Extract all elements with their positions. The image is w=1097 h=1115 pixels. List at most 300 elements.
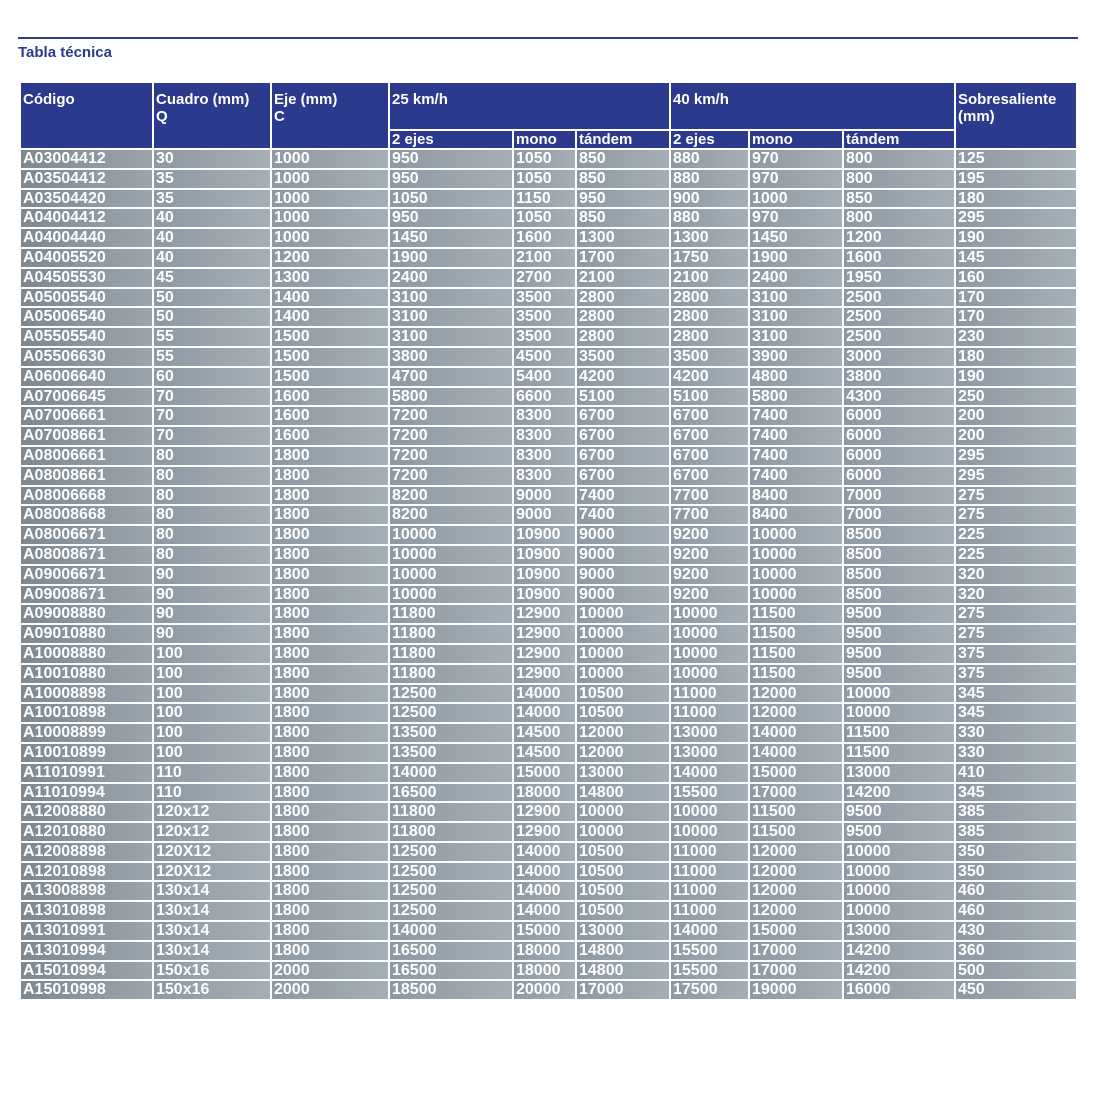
cell-axle: 1800 bbox=[271, 486, 389, 506]
cell-code: A04005520 bbox=[20, 248, 153, 268]
cell-25-tandem: 9000 bbox=[576, 545, 670, 565]
cell-code: A12010880 bbox=[20, 822, 153, 842]
cell-40-tandem: 10000 bbox=[843, 862, 955, 882]
cell-25-mono: 18000 bbox=[513, 783, 576, 803]
cell-40-mono: 17000 bbox=[749, 961, 843, 981]
cell-25-two-axles: 3800 bbox=[389, 347, 513, 367]
cell-square: 100 bbox=[153, 644, 271, 664]
cell-code: A11010994 bbox=[20, 783, 153, 803]
cell-25-tandem: 14800 bbox=[576, 941, 670, 961]
cell-40-two-axles: 9200 bbox=[670, 525, 749, 545]
header-square: Cuadro (mm) Q bbox=[153, 82, 271, 149]
cell-25-tandem: 10500 bbox=[576, 901, 670, 921]
cell-40-tandem: 14200 bbox=[843, 961, 955, 981]
cell-25-two-axles: 11800 bbox=[389, 822, 513, 842]
cell-overhang: 345 bbox=[955, 703, 1077, 723]
cell-40-tandem: 3000 bbox=[843, 347, 955, 367]
table-row bbox=[20, 921, 1077, 941]
cell-40-two-axles: 11000 bbox=[670, 842, 749, 862]
cell-25-tandem: 14800 bbox=[576, 961, 670, 981]
cell-40-mono: 15000 bbox=[749, 763, 843, 783]
table-row bbox=[20, 684, 1077, 704]
cell-25-mono: 5400 bbox=[513, 367, 576, 387]
cell-axle: 1500 bbox=[271, 347, 389, 367]
cell-25-two-axles: 12500 bbox=[389, 842, 513, 862]
cell-40-mono: 12000 bbox=[749, 901, 843, 921]
cell-overhang: 200 bbox=[955, 426, 1077, 446]
cell-code: A08006668 bbox=[20, 486, 153, 506]
cell-25-two-axles: 13500 bbox=[389, 723, 513, 743]
cell-40-tandem: 800 bbox=[843, 208, 955, 228]
cell-square: 60 bbox=[153, 367, 271, 387]
table-row bbox=[20, 783, 1077, 803]
cell-axle: 1800 bbox=[271, 604, 389, 624]
cell-25-tandem: 10000 bbox=[576, 624, 670, 644]
cell-25-tandem: 6700 bbox=[576, 426, 670, 446]
cell-40-two-axles: 900 bbox=[670, 189, 749, 209]
cell-overhang: 410 bbox=[955, 763, 1077, 783]
cell-overhang: 180 bbox=[955, 347, 1077, 367]
cell-25-two-axles: 10000 bbox=[389, 525, 513, 545]
cell-40-two-axles: 10000 bbox=[670, 644, 749, 664]
cell-40-two-axles: 10000 bbox=[670, 664, 749, 684]
cell-overhang: 295 bbox=[955, 446, 1077, 466]
cell-overhang: 295 bbox=[955, 208, 1077, 228]
cell-axle: 1000 bbox=[271, 189, 389, 209]
cell-25-mono: 14000 bbox=[513, 881, 576, 901]
table-row bbox=[20, 664, 1077, 684]
header-axle: Eje (mm) C bbox=[271, 82, 389, 149]
table-row bbox=[20, 387, 1077, 407]
cell-40-tandem: 16000 bbox=[843, 980, 955, 1000]
cell-40-mono: 19000 bbox=[749, 980, 843, 1000]
cell-25-mono: 12900 bbox=[513, 664, 576, 684]
cell-25-mono: 10900 bbox=[513, 565, 576, 585]
cell-overhang: 230 bbox=[955, 327, 1077, 347]
cell-overhang: 460 bbox=[955, 901, 1077, 921]
cell-25-two-axles: 3100 bbox=[389, 288, 513, 308]
cell-40-mono: 3900 bbox=[749, 347, 843, 367]
cell-25-mono: 14000 bbox=[513, 862, 576, 882]
cell-code: A06006640 bbox=[20, 367, 153, 387]
cell-25-mono: 14500 bbox=[513, 723, 576, 743]
table-row bbox=[20, 486, 1077, 506]
cell-25-two-axles: 950 bbox=[389, 208, 513, 228]
cell-overhang: 160 bbox=[955, 268, 1077, 288]
cell-40-tandem: 13000 bbox=[843, 763, 955, 783]
cell-overhang: 275 bbox=[955, 624, 1077, 644]
cell-code: A10008898 bbox=[20, 684, 153, 704]
cell-25-two-axles: 950 bbox=[389, 169, 513, 189]
cell-25-tandem: 12000 bbox=[576, 723, 670, 743]
cell-25-mono: 12900 bbox=[513, 822, 576, 842]
cell-25-two-axles: 1450 bbox=[389, 228, 513, 248]
table-row bbox=[20, 743, 1077, 763]
cell-code: A09006671 bbox=[20, 565, 153, 585]
cell-axle: 1300 bbox=[271, 268, 389, 288]
cell-axle: 2000 bbox=[271, 961, 389, 981]
cell-overhang: 330 bbox=[955, 743, 1077, 763]
cell-25-tandem: 7400 bbox=[576, 486, 670, 506]
cell-40-mono: 17000 bbox=[749, 941, 843, 961]
cell-square: 70 bbox=[153, 387, 271, 407]
cell-square: 100 bbox=[153, 703, 271, 723]
cell-25-two-axles: 10000 bbox=[389, 585, 513, 605]
cell-40-two-axles: 15500 bbox=[670, 961, 749, 981]
table-row bbox=[20, 980, 1077, 1000]
cell-square: 80 bbox=[153, 486, 271, 506]
cell-code: A04505530 bbox=[20, 268, 153, 288]
cell-square: 120X12 bbox=[153, 862, 271, 882]
cell-25-mono: 12900 bbox=[513, 604, 576, 624]
cell-axle: 1800 bbox=[271, 446, 389, 466]
table-row bbox=[20, 644, 1077, 664]
cell-25-tandem: 13000 bbox=[576, 763, 670, 783]
cell-axle: 1600 bbox=[271, 426, 389, 446]
cell-25-mono: 8300 bbox=[513, 406, 576, 426]
cell-40-tandem: 10000 bbox=[843, 842, 955, 862]
cell-40-mono: 5800 bbox=[749, 387, 843, 407]
cell-25-mono: 14500 bbox=[513, 743, 576, 763]
cell-25-mono: 14000 bbox=[513, 703, 576, 723]
table-row bbox=[20, 842, 1077, 862]
cell-square: 40 bbox=[153, 228, 271, 248]
cell-40-tandem: 8500 bbox=[843, 525, 955, 545]
header-25-mono: mono bbox=[513, 130, 576, 149]
cell-40-mono: 17000 bbox=[749, 783, 843, 803]
cell-25-mono: 3500 bbox=[513, 307, 576, 327]
cell-25-tandem: 10500 bbox=[576, 703, 670, 723]
cell-25-tandem: 4200 bbox=[576, 367, 670, 387]
cell-40-two-axles: 2800 bbox=[670, 307, 749, 327]
table-row bbox=[20, 406, 1077, 426]
cell-25-tandem: 1700 bbox=[576, 248, 670, 268]
cell-25-mono: 15000 bbox=[513, 763, 576, 783]
cell-25-tandem: 2800 bbox=[576, 288, 670, 308]
table-row bbox=[20, 248, 1077, 268]
table-row bbox=[20, 189, 1077, 209]
cell-square: 130x14 bbox=[153, 941, 271, 961]
cell-code: A09010880 bbox=[20, 624, 153, 644]
cell-square: 55 bbox=[153, 347, 271, 367]
cell-overhang: 170 bbox=[955, 288, 1077, 308]
cell-axle: 1600 bbox=[271, 387, 389, 407]
cell-overhang: 275 bbox=[955, 505, 1077, 525]
cell-code: A07008661 bbox=[20, 426, 153, 446]
cell-40-mono: 15000 bbox=[749, 921, 843, 941]
cell-code: A13010991 bbox=[20, 921, 153, 941]
cell-25-mono: 12900 bbox=[513, 802, 576, 822]
table-row bbox=[20, 802, 1077, 822]
cell-code: A09008671 bbox=[20, 585, 153, 605]
cell-overhang: 350 bbox=[955, 842, 1077, 862]
cell-40-mono: 11500 bbox=[749, 624, 843, 644]
cell-25-two-axles: 16500 bbox=[389, 783, 513, 803]
cell-axle: 1800 bbox=[271, 565, 389, 585]
cell-overhang: 295 bbox=[955, 466, 1077, 486]
cell-25-tandem: 17000 bbox=[576, 980, 670, 1000]
cell-25-two-axles: 14000 bbox=[389, 763, 513, 783]
cell-25-two-axles: 12500 bbox=[389, 703, 513, 723]
table-row bbox=[20, 901, 1077, 921]
cell-25-mono: 2700 bbox=[513, 268, 576, 288]
cell-square: 55 bbox=[153, 327, 271, 347]
cell-square: 35 bbox=[153, 169, 271, 189]
cell-25-two-axles: 14000 bbox=[389, 921, 513, 941]
cell-overhang: 170 bbox=[955, 307, 1077, 327]
cell-square: 40 bbox=[153, 208, 271, 228]
cell-axle: 1800 bbox=[271, 624, 389, 644]
cell-40-tandem: 8500 bbox=[843, 565, 955, 585]
cell-40-mono: 970 bbox=[749, 169, 843, 189]
cell-40-mono: 7400 bbox=[749, 446, 843, 466]
cell-40-tandem: 2500 bbox=[843, 307, 955, 327]
cell-axle: 1200 bbox=[271, 248, 389, 268]
table-row bbox=[20, 208, 1077, 228]
table-row bbox=[20, 426, 1077, 446]
table-row bbox=[20, 367, 1077, 387]
cell-square: 70 bbox=[153, 406, 271, 426]
cell-40-tandem: 11500 bbox=[843, 743, 955, 763]
cell-25-tandem: 7400 bbox=[576, 505, 670, 525]
cell-25-mono: 8300 bbox=[513, 466, 576, 486]
cell-40-two-axles: 9200 bbox=[670, 565, 749, 585]
cell-25-two-axles: 1050 bbox=[389, 189, 513, 209]
cell-axle: 1000 bbox=[271, 169, 389, 189]
table-row bbox=[20, 763, 1077, 783]
table-row bbox=[20, 466, 1077, 486]
cell-40-mono: 12000 bbox=[749, 862, 843, 882]
cell-40-two-axles: 11000 bbox=[670, 862, 749, 882]
cell-square: 45 bbox=[153, 268, 271, 288]
cell-25-mono: 1050 bbox=[513, 169, 576, 189]
table-row bbox=[20, 288, 1077, 308]
cell-25-tandem: 9000 bbox=[576, 565, 670, 585]
cell-square: 80 bbox=[153, 505, 271, 525]
cell-40-two-axles: 10000 bbox=[670, 604, 749, 624]
cell-40-tandem: 1600 bbox=[843, 248, 955, 268]
cell-code: A12008880 bbox=[20, 802, 153, 822]
cell-25-two-axles: 950 bbox=[389, 149, 513, 169]
cell-axle: 1500 bbox=[271, 367, 389, 387]
cell-axle: 1800 bbox=[271, 881, 389, 901]
cell-axle: 1800 bbox=[271, 525, 389, 545]
header-speed-40: 40 km/h bbox=[670, 82, 955, 130]
cell-25-mono: 8300 bbox=[513, 446, 576, 466]
cell-40-mono: 2400 bbox=[749, 268, 843, 288]
cell-25-two-axles: 18500 bbox=[389, 980, 513, 1000]
cell-25-mono: 12900 bbox=[513, 624, 576, 644]
cell-25-two-axles: 12500 bbox=[389, 862, 513, 882]
cell-40-two-axles: 4200 bbox=[670, 367, 749, 387]
cell-25-tandem: 14800 bbox=[576, 783, 670, 803]
cell-40-tandem: 9500 bbox=[843, 822, 955, 842]
cell-square: 100 bbox=[153, 723, 271, 743]
cell-25-two-axles: 10000 bbox=[389, 545, 513, 565]
spec-table bbox=[19, 81, 1078, 1001]
cell-40-tandem: 2500 bbox=[843, 327, 955, 347]
cell-40-tandem: 7000 bbox=[843, 486, 955, 506]
cell-25-mono: 3500 bbox=[513, 288, 576, 308]
cell-40-mono: 11500 bbox=[749, 802, 843, 822]
cell-overhang: 350 bbox=[955, 862, 1077, 882]
cell-25-tandem: 12000 bbox=[576, 743, 670, 763]
cell-axle: 1400 bbox=[271, 307, 389, 327]
cell-code: A10008899 bbox=[20, 723, 153, 743]
cell-overhang: 430 bbox=[955, 921, 1077, 941]
cell-code: A05005540 bbox=[20, 288, 153, 308]
cell-axle: 1800 bbox=[271, 901, 389, 921]
cell-25-tandem: 6700 bbox=[576, 466, 670, 486]
cell-40-mono: 10000 bbox=[749, 525, 843, 545]
cell-axle: 1800 bbox=[271, 842, 389, 862]
cell-overhang: 345 bbox=[955, 783, 1077, 803]
cell-40-tandem: 8500 bbox=[843, 585, 955, 605]
cell-40-mono: 10000 bbox=[749, 585, 843, 605]
cell-overhang: 250 bbox=[955, 387, 1077, 407]
cell-axle: 1800 bbox=[271, 585, 389, 605]
cell-overhang: 345 bbox=[955, 684, 1077, 704]
cell-40-tandem: 7000 bbox=[843, 505, 955, 525]
cell-25-two-axles: 7200 bbox=[389, 466, 513, 486]
cell-axle: 1000 bbox=[271, 149, 389, 169]
cell-overhang: 145 bbox=[955, 248, 1077, 268]
cell-overhang: 320 bbox=[955, 565, 1077, 585]
header-25-two-axles: 2 ejes bbox=[389, 130, 513, 149]
cell-axle: 1800 bbox=[271, 466, 389, 486]
cell-25-two-axles: 12500 bbox=[389, 901, 513, 921]
cell-25-two-axles: 11800 bbox=[389, 604, 513, 624]
cell-axle: 1000 bbox=[271, 228, 389, 248]
cell-40-two-axles: 880 bbox=[670, 208, 749, 228]
table-row bbox=[20, 585, 1077, 605]
cell-40-two-axles: 6700 bbox=[670, 426, 749, 446]
cell-40-tandem: 14200 bbox=[843, 941, 955, 961]
cell-25-two-axles: 11800 bbox=[389, 802, 513, 822]
cell-overhang: 200 bbox=[955, 406, 1077, 426]
cell-40-two-axles: 2800 bbox=[670, 327, 749, 347]
header-40-mono: mono bbox=[749, 130, 843, 149]
cell-axle: 1800 bbox=[271, 822, 389, 842]
cell-square: 90 bbox=[153, 604, 271, 624]
cell-40-two-axles: 15500 bbox=[670, 941, 749, 961]
cell-40-two-axles: 13000 bbox=[670, 723, 749, 743]
cell-square: 90 bbox=[153, 624, 271, 644]
cell-40-tandem: 6000 bbox=[843, 426, 955, 446]
cell-square: 30 bbox=[153, 149, 271, 169]
cell-axle: 1800 bbox=[271, 783, 389, 803]
cell-25-mono: 4500 bbox=[513, 347, 576, 367]
cell-axle: 1800 bbox=[271, 941, 389, 961]
cell-overhang: 330 bbox=[955, 723, 1077, 743]
cell-40-tandem: 11500 bbox=[843, 723, 955, 743]
cell-square: 110 bbox=[153, 763, 271, 783]
cell-overhang: 460 bbox=[955, 881, 1077, 901]
cell-code: A05506630 bbox=[20, 347, 153, 367]
cell-code: A09008880 bbox=[20, 604, 153, 624]
table-row bbox=[20, 307, 1077, 327]
cell-40-tandem: 9500 bbox=[843, 644, 955, 664]
cell-code: A07006661 bbox=[20, 406, 153, 426]
cell-code: A15010998 bbox=[20, 980, 153, 1000]
cell-40-mono: 14000 bbox=[749, 743, 843, 763]
cell-axle: 1800 bbox=[271, 703, 389, 723]
cell-overhang: 375 bbox=[955, 664, 1077, 684]
cell-40-mono: 3100 bbox=[749, 307, 843, 327]
cell-25-mono: 14000 bbox=[513, 901, 576, 921]
cell-code: A03504412 bbox=[20, 169, 153, 189]
cell-code: A10008880 bbox=[20, 644, 153, 664]
cell-overhang: 180 bbox=[955, 189, 1077, 209]
cell-25-mono: 14000 bbox=[513, 684, 576, 704]
cell-40-mono: 970 bbox=[749, 149, 843, 169]
cell-25-two-axles: 7200 bbox=[389, 446, 513, 466]
cell-square: 110 bbox=[153, 783, 271, 803]
cell-40-mono: 11500 bbox=[749, 664, 843, 684]
cell-overhang: 450 bbox=[955, 980, 1077, 1000]
cell-40-two-axles: 10000 bbox=[670, 802, 749, 822]
cell-25-mono: 10900 bbox=[513, 545, 576, 565]
cell-40-two-axles: 880 bbox=[670, 169, 749, 189]
cell-square: 150x16 bbox=[153, 961, 271, 981]
cell-25-mono: 14000 bbox=[513, 842, 576, 862]
cell-25-mono: 1150 bbox=[513, 189, 576, 209]
cell-25-two-axles: 4700 bbox=[389, 367, 513, 387]
cell-25-two-axles: 1900 bbox=[389, 248, 513, 268]
table-row bbox=[20, 822, 1077, 842]
table-row bbox=[20, 149, 1077, 169]
cell-25-mono: 8300 bbox=[513, 426, 576, 446]
cell-25-two-axles: 11800 bbox=[389, 664, 513, 684]
cell-overhang: 385 bbox=[955, 822, 1077, 842]
cell-axle: 1000 bbox=[271, 208, 389, 228]
cell-40-two-axles: 9200 bbox=[670, 585, 749, 605]
cell-25-mono: 10900 bbox=[513, 525, 576, 545]
cell-40-two-axles: 5100 bbox=[670, 387, 749, 407]
cell-40-two-axles: 15500 bbox=[670, 783, 749, 803]
cell-40-two-axles: 7700 bbox=[670, 486, 749, 506]
cell-40-mono: 7400 bbox=[749, 426, 843, 446]
cell-overhang: 195 bbox=[955, 169, 1077, 189]
cell-40-tandem: 9500 bbox=[843, 802, 955, 822]
cell-25-mono: 10900 bbox=[513, 585, 576, 605]
cell-axle: 1800 bbox=[271, 644, 389, 664]
cell-40-mono: 8400 bbox=[749, 486, 843, 506]
cell-25-two-axles: 11800 bbox=[389, 624, 513, 644]
cell-25-two-axles: 12500 bbox=[389, 684, 513, 704]
cell-code: A07006645 bbox=[20, 387, 153, 407]
cell-axle: 1800 bbox=[271, 743, 389, 763]
cell-40-tandem: 10000 bbox=[843, 901, 955, 921]
cell-40-tandem: 10000 bbox=[843, 684, 955, 704]
cell-square: 80 bbox=[153, 525, 271, 545]
cell-axle: 1800 bbox=[271, 664, 389, 684]
cell-overhang: 225 bbox=[955, 545, 1077, 565]
cell-25-mono: 12900 bbox=[513, 644, 576, 664]
cell-40-two-axles: 11000 bbox=[670, 881, 749, 901]
cell-code: A03504420 bbox=[20, 189, 153, 209]
table-row bbox=[20, 327, 1077, 347]
table-row bbox=[20, 703, 1077, 723]
cell-40-tandem: 800 bbox=[843, 169, 955, 189]
cell-40-mono: 12000 bbox=[749, 881, 843, 901]
cell-code: A05006540 bbox=[20, 307, 153, 327]
table-row bbox=[20, 565, 1077, 585]
cell-axle: 1500 bbox=[271, 327, 389, 347]
cell-square: 120X12 bbox=[153, 842, 271, 862]
cell-code: A05505540 bbox=[20, 327, 153, 347]
cell-25-two-axles: 8200 bbox=[389, 486, 513, 506]
